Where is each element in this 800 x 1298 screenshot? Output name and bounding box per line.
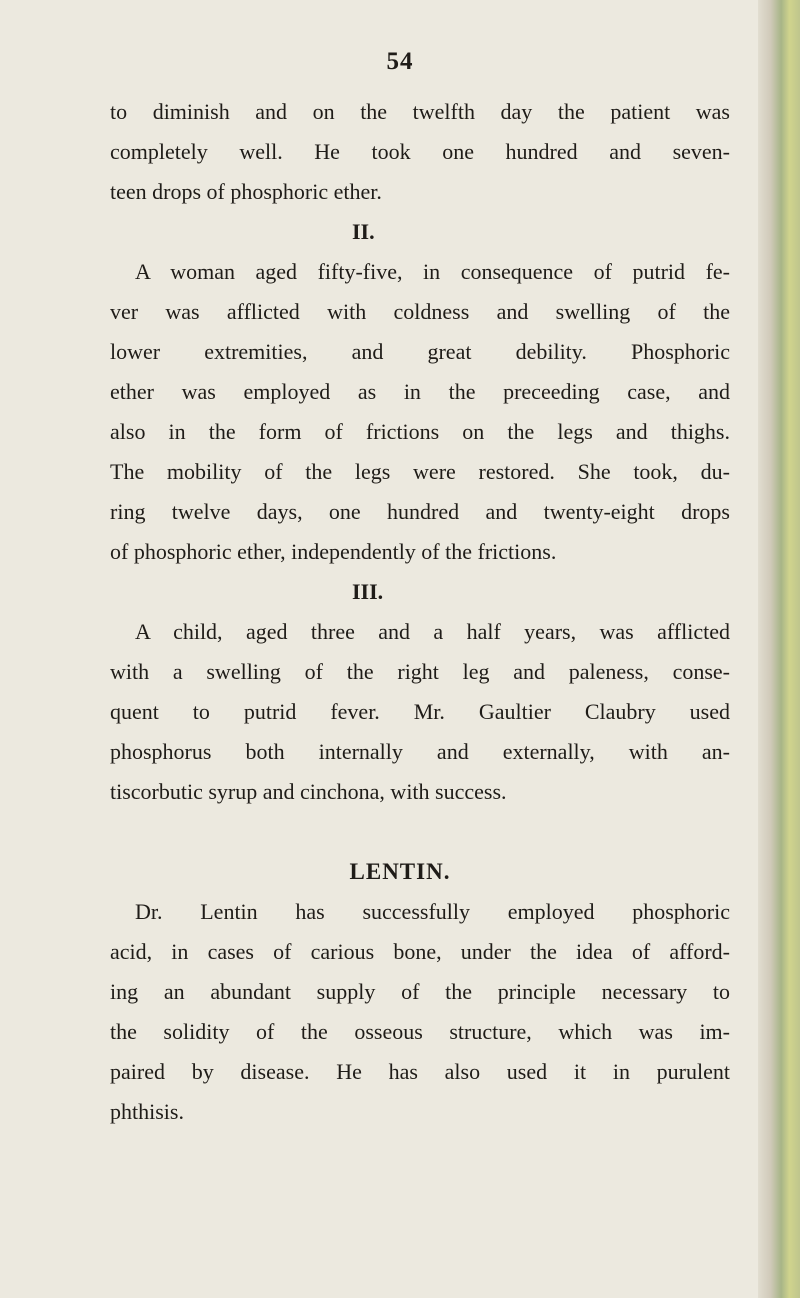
text-line: quent to putrid fever. Mr. Gaultier Claubry used <box>110 699 730 724</box>
page-number: 54 <box>386 48 414 75</box>
text-line: phthisis. <box>110 1099 184 1124</box>
text-line: The mobility of the legs were restored. She took, du- <box>110 459 730 484</box>
text-line: phosphorus both internally and externally, with an- <box>110 739 730 764</box>
text-line: A child, aged three and a half years, was afflicted <box>135 619 730 644</box>
text-line: lower extremities, and great debility. Phosphoric <box>110 339 730 364</box>
text-line: ring twelve days, one hundred and twenty-eight drops <box>110 499 730 524</box>
text-line: teen drops of phosphoric ether. <box>110 179 382 204</box>
text-line: with a swelling of the right leg and paleness, conse- <box>110 659 730 684</box>
text-line: also in the form of frictions on the legs and thighs. <box>110 419 730 444</box>
text-line: tiscorbutic syrup and cinchona, with success. <box>110 779 507 804</box>
case-number: II. <box>352 219 375 244</box>
text-line: paired by disease. He has also used it in purulent <box>110 1059 730 1084</box>
text-line: ether was employed as in the preceeding case, and <box>110 379 730 404</box>
text-line: of phosphoric ether, independently of the frictions. <box>110 539 557 564</box>
spacer <box>110 812 730 852</box>
text-line: Dr. Lentin has successfully employed phosphoric <box>135 899 730 924</box>
section-heading: LENTIN. <box>349 859 451 884</box>
text-line: acid, in cases of carious bone, under the idea of afford- <box>110 939 730 964</box>
text-line: to diminish and on the twelfth day the patient was <box>110 99 730 124</box>
text-line: A woman aged fifty-five, in consequence of putrid fe- <box>135 259 730 284</box>
case-number: III. <box>352 579 384 604</box>
text-line: completely well. He took one hundred and seven- <box>110 139 730 164</box>
body-text <box>110 92 730 1132</box>
page-edge <box>758 0 800 1298</box>
text-line: ver was afflicted with coldness and swelling of the <box>110 299 730 324</box>
text-line: the solidity of the osseous structure, which was im- <box>110 1019 730 1044</box>
text-line: ing an abundant supply of the principle necessary to <box>110 979 730 1004</box>
